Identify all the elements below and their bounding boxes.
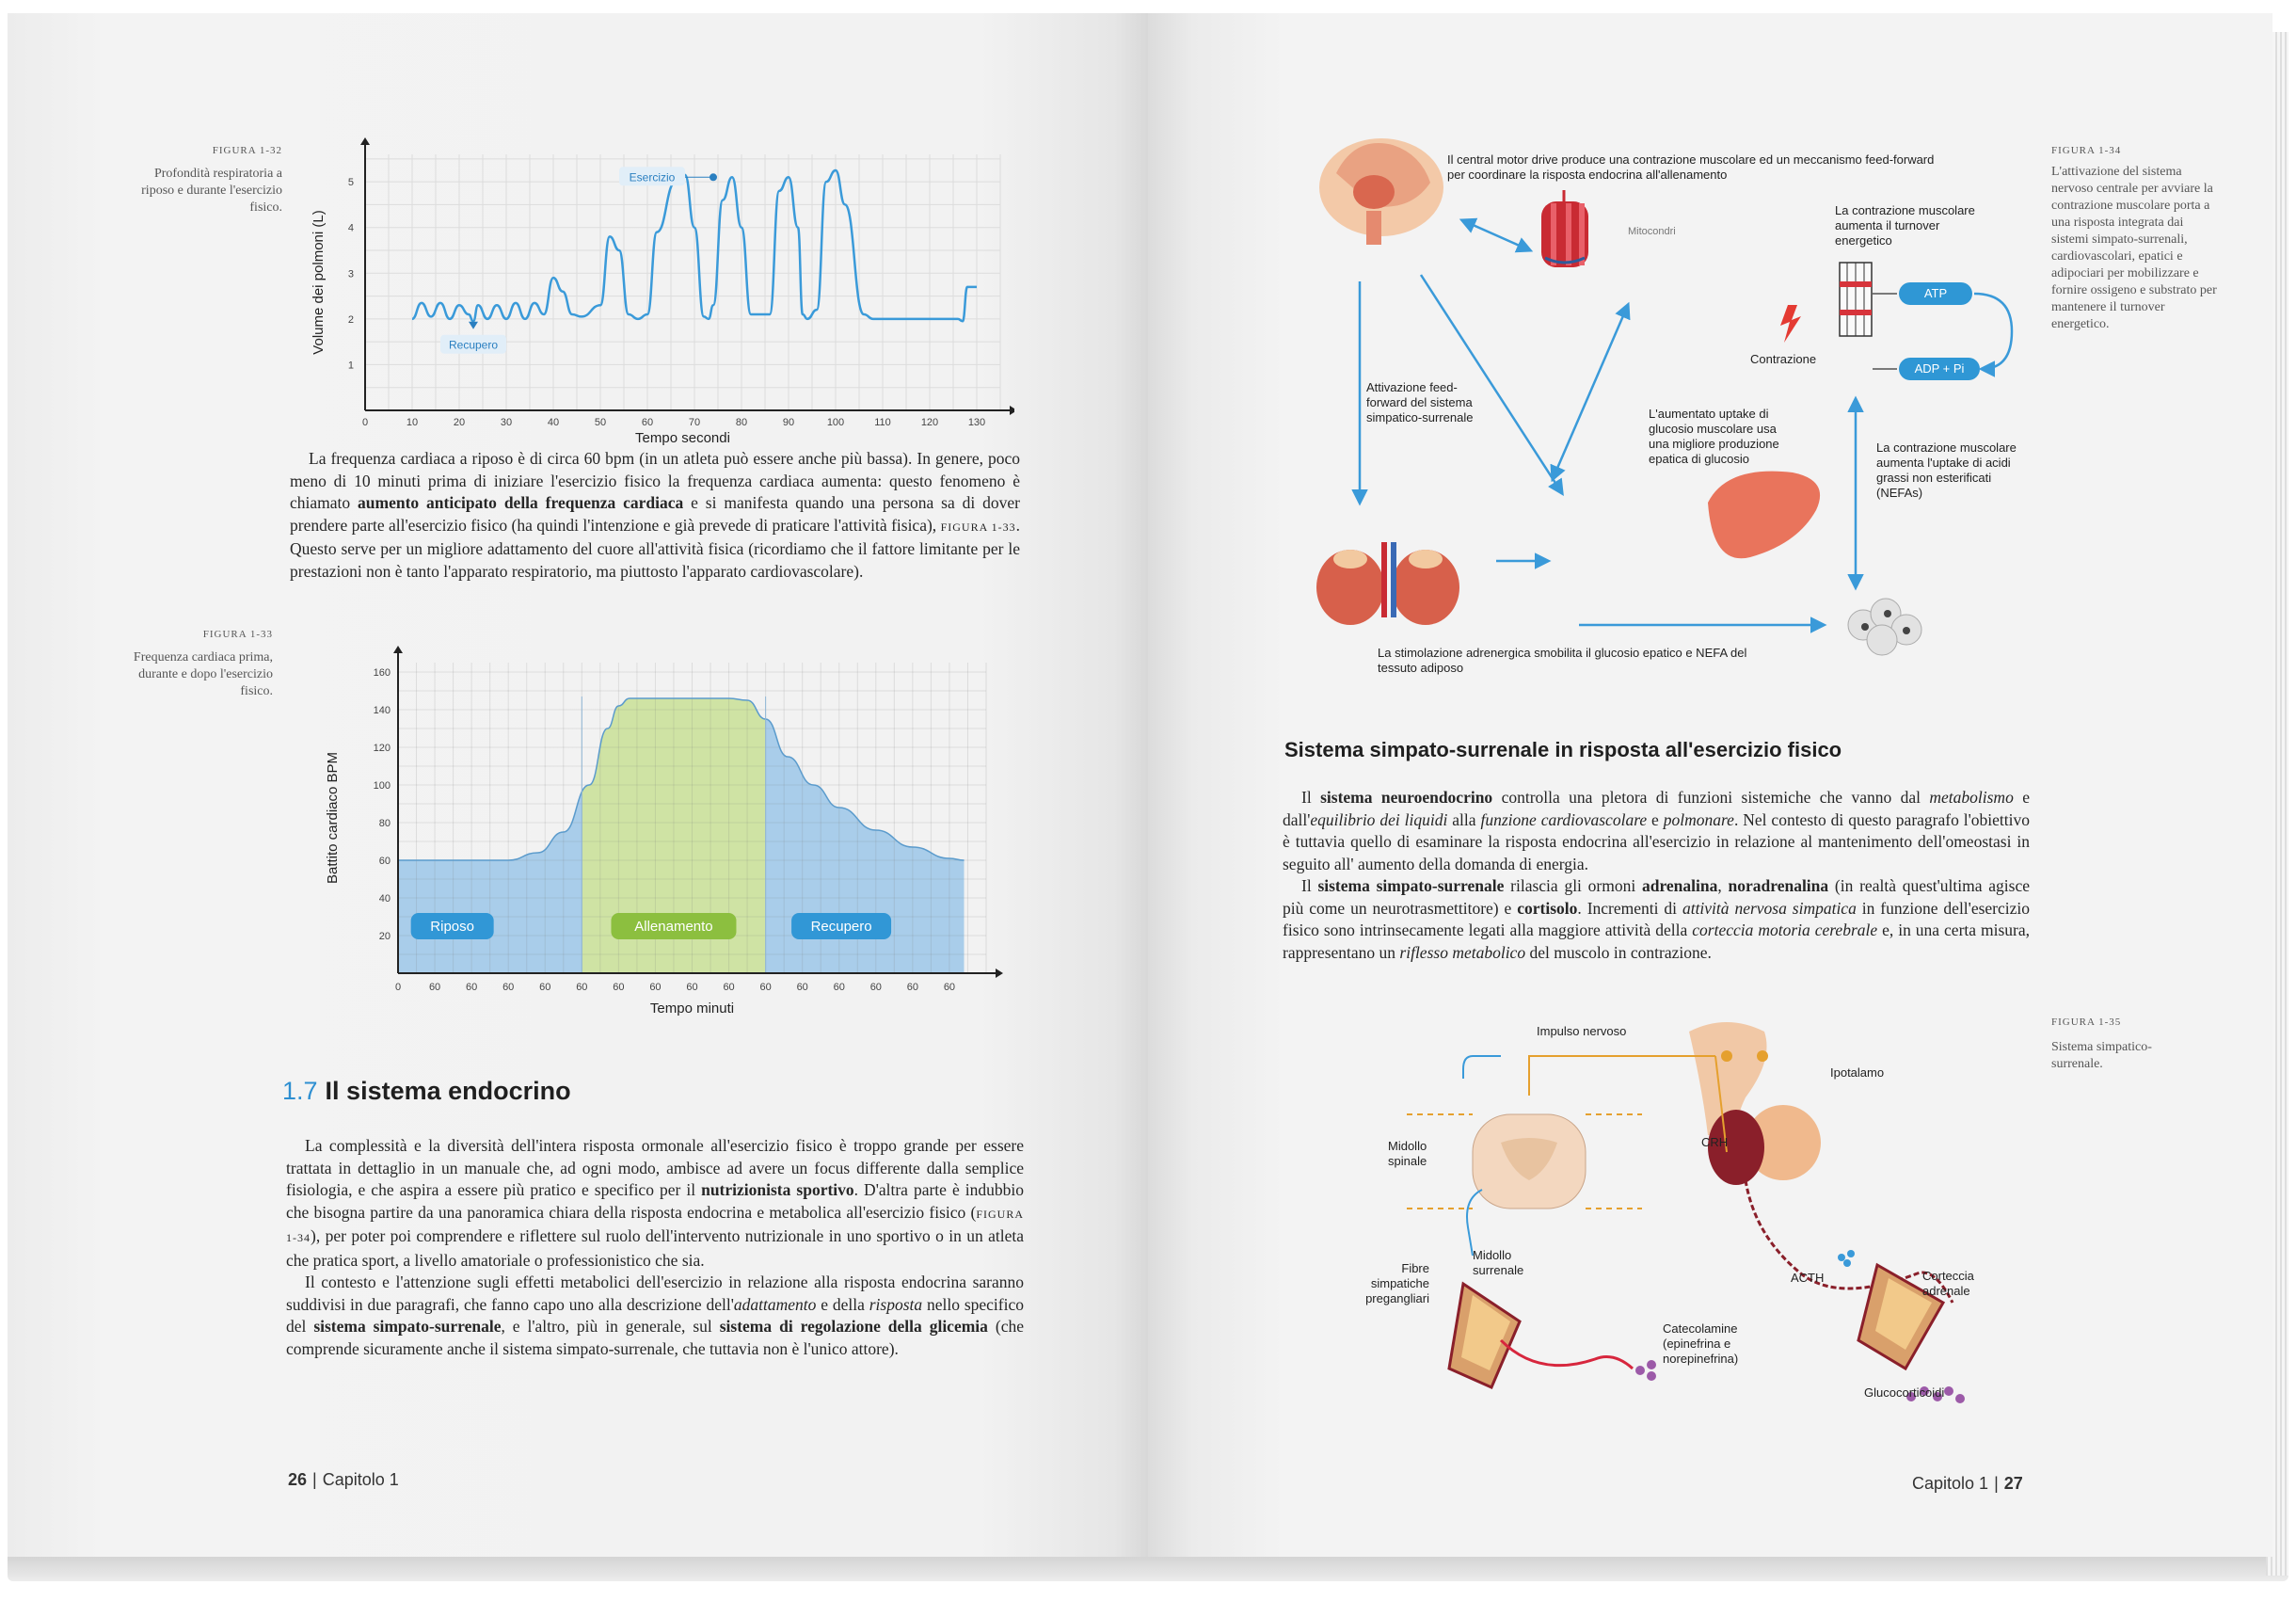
kidneys-icon: [1316, 542, 1459, 625]
y-tick-label: 160: [373, 667, 391, 679]
x-axis-arrow: [996, 969, 1003, 978]
text-span: alla: [1447, 809, 1481, 829]
text-span: . Incrementi di: [1577, 898, 1682, 918]
label-contrazione-muscolare: La contrazione muscolare aumenta il turnover energetico: [1835, 203, 1975, 248]
section-number: 1.7: [282, 1077, 318, 1105]
bold-term: cortisolo: [1517, 898, 1578, 918]
text-span: e si manifesta quando una persona sa di dover prendere parte all'esercizio fisico (ha quindi l'intenzione e già prevede di praticare l'attività fisica),: [290, 493, 1020, 535]
liver-icon: [1708, 472, 1820, 559]
y-tick-label: 100: [373, 780, 391, 792]
label-midollo-spinale: Midollo spinale: [1388, 1139, 1427, 1168]
y-tick-label: 2: [347, 313, 354, 326]
myofibril-icon: [1840, 263, 1872, 336]
annotation-esercizio: Esercizio: [629, 170, 676, 184]
fibre-arrow: [1467, 1190, 1482, 1256]
section-heading: [282, 1077, 571, 1106]
label-feedforward: Attivazione feed-forward del sistema simpatico-surrenale: [1366, 380, 1474, 424]
label-catecolamine: Catecolamine (epinefrina e norepinefrina): [1663, 1321, 1739, 1366]
hypothalamus-icon: [1689, 1022, 1821, 1185]
text-span: e: [1647, 809, 1664, 829]
annotation-marker: [469, 322, 478, 329]
italic-term: equilibrio dei liquidi: [1310, 809, 1448, 829]
y-axis-arrow: [360, 137, 370, 145]
folio-separator: |: [312, 1470, 317, 1489]
x-tick-label: 60: [723, 982, 735, 993]
x-axis-title: Tempo minuti: [649, 1001, 735, 1017]
label-glucocorticoidi: Glucocorticoidi: [1864, 1385, 1945, 1400]
text-span: . D'altra parte è indubbio che bisogna partire da una panoramica chiara della risposta endocrina e metabolica all'esercizio fisico (: [286, 1180, 1024, 1222]
paragraph-heart-rate: [290, 448, 1020, 583]
y-axis-title: Volume dei polmoni (L): [311, 210, 327, 355]
italic-term: polmonare: [1663, 809, 1734, 829]
x-tick-label: 70: [688, 417, 701, 428]
x-tick-label: 50: [594, 417, 607, 428]
y-tick-label: 20: [378, 931, 391, 942]
y-axis-arrow: [393, 646, 403, 653]
text-span: e della: [816, 1294, 869, 1314]
page-folio-left: [288, 1470, 399, 1490]
text-span: e dall': [1283, 788, 2030, 829]
x-tick-label: 0: [361, 417, 369, 428]
label-central-motor-drive: Il central motor drive produce una contrazione muscolare ed un meccanismo feed-forward per coordinare la risposta endocrina all'allenamento: [1447, 152, 1935, 182]
section-title: Il sistema endocrino: [325, 1077, 571, 1105]
figure-number-1-34: FIGURA 1-34: [2051, 145, 2122, 156]
x-tick-label: 120: [920, 417, 939, 428]
book-bottom-edge: [8, 1557, 2288, 1581]
adipose-tissue-icon: [1848, 599, 1921, 655]
x-axis-arrow: [1010, 406, 1014, 415]
italic-term: riflesso metabolico: [1399, 942, 1526, 962]
acth-path: [1746, 1180, 1953, 1303]
figure-caption-1-35: Sistema simpatico-surrenale.: [2051, 1040, 2152, 1071]
figure-number-1-32: FIGURA 1-32: [212, 145, 282, 156]
right-page: [1148, 13, 2272, 1557]
x-tick-label: 10: [406, 417, 419, 428]
catecholamine-dots: [1635, 1360, 1656, 1381]
label-impulso-nervoso: Impulso nervoso: [1537, 1024, 1627, 1038]
x-tick-label: 60: [906, 982, 918, 993]
left-page: [8, 13, 1148, 1557]
italic-term: adattamento: [733, 1294, 817, 1314]
page-number: 27: [2003, 1474, 2023, 1493]
figure-number-1-35: FIGURA 1-35: [2051, 1017, 2122, 1028]
y-tick-label: 80: [378, 818, 391, 829]
diagram-1-34: [1308, 117, 2080, 681]
text-span: del muscolo in contrazione.: [1525, 942, 1712, 962]
label-mitocondri: Mitocondri: [1628, 226, 1676, 237]
text-span: , e l'altro, più in generale, sul: [501, 1317, 720, 1336]
bold-term: sistema simpato-surrenale: [313, 1317, 502, 1336]
heart-rate-chart: [309, 644, 1014, 1030]
label-corteccia: Corteccia adrenale: [1922, 1269, 1974, 1298]
italic-term: risposta: [869, 1294, 923, 1314]
text-span: La complessità e la diversità dell'intera risposta ormonale all'esercizio fisico è troppo grande per essere trattata in dettaglio in un manuale che, ad ogni modo, ambisce ad avere un focus differente dalla semplice fisiologia, e che aspira a essere più pratico e specifico per il: [286, 1136, 1024, 1199]
x-tick-label: 60: [759, 982, 772, 993]
text-span: rilascia gli ormoni: [1504, 876, 1642, 895]
page-folio-right: [1912, 1474, 2023, 1494]
italic-term: corteccia motoria cerebrale: [1692, 921, 1878, 939]
label-contrazione: Contrazione: [1750, 352, 1817, 366]
open-book: [8, 13, 2288, 1587]
neuron-body: [1721, 1050, 1732, 1062]
label-adp: ADP + Pi: [1914, 361, 1965, 376]
breathing-chart: [299, 136, 1014, 446]
label-stimolazione: La stimolazione adrenergica smobilita il glucosio epatico e NEFA del tessuto adiposo: [1378, 646, 1747, 675]
text-span: Il: [1301, 788, 1321, 807]
chapter-label: Capitolo 1: [1912, 1474, 1989, 1493]
y-axis-title: Battito cardiaco BPM: [325, 751, 341, 885]
bold-term: adrenalina: [1641, 876, 1718, 895]
breathing-chart-svg: [299, 136, 1014, 446]
x-tick-label: 60: [539, 982, 551, 993]
y-tick-label: 1: [347, 360, 354, 372]
text-span: (in realtà quest'ultima agisce più come un neurotrasmettitore) e: [1283, 876, 2031, 918]
bold-term: sistema neuroendocrino: [1320, 788, 1493, 807]
text-span: e, in una certa misura, rappresentano un: [1283, 921, 2031, 962]
x-tick-label: 80: [735, 417, 748, 428]
x-tick-label: 100: [826, 417, 845, 428]
impulse-arrow: [1463, 1056, 1501, 1079]
heart-rate-chart-svg: [309, 644, 1014, 1030]
y-tick-label: 40: [378, 893, 391, 905]
text-span: . Nel contesto di questo paragrafo l'obiettivo è tuttavia quello di esaminare la risposta endocrina all'esercizio in relazione al mantenimento dell'omeostasi in seguito all' aumento della domanda di energia.: [1283, 809, 2030, 873]
figure-ref: FIGURA 1-34: [286, 1207, 1024, 1244]
y-tick-label: 4: [347, 222, 354, 234]
figure-caption-1-33: Frequenza cardiaca prima, durante e dopo l'esercizio fisico.: [133, 650, 273, 698]
x-tick-label: 40: [547, 417, 560, 428]
x-tick-label: 60: [613, 982, 625, 993]
label-midollo-surrenale: Midollo surrenale: [1473, 1248, 1524, 1277]
muscle-mitochondria-icon: [1541, 190, 1588, 267]
acth-dots: [1838, 1250, 1855, 1267]
annotation-dot: [710, 173, 717, 181]
label-ipotalamo: Ipotalamo: [1830, 1065, 1885, 1080]
italic-term: attività nervosa simpatica: [1682, 898, 1857, 918]
x-tick-label: 60: [576, 982, 588, 993]
x-tick-label: 60: [649, 982, 662, 993]
x-tick-label: 60: [502, 982, 515, 993]
text-span: in funzione dell'esercizio fisico sono intrinsecamente legati alla maggiore attività della: [1283, 898, 2030, 939]
figure-caption-1-32: Profondità respiratoria a riposo e durante l'esercizio fisico.: [141, 167, 282, 215]
text-span: controlla una pletora di funzioni sistemiche che vanno dal: [1492, 788, 1930, 807]
label-fibre: Fibre simpatiche pregangliari: [1365, 1261, 1429, 1305]
lightning-icon: [1780, 305, 1801, 343]
bold-term: nutrizionista sportivo: [701, 1180, 854, 1199]
x-tick-label: 60: [641, 417, 654, 428]
annotation-recupero: Recupero: [448, 338, 499, 352]
diagram-1-35: [1331, 1001, 2009, 1425]
label-atp: ATP: [1923, 286, 1948, 300]
text-span: La frequenza cardiaca a riposo è di circa 60 bpm (in un atleta può essere anche più bassa). In genere, poco meno di 10 minuti prima di iniziare l'esercizio fisico la frequenza cardiaca aumenta: questo fenomeno è chiamato: [290, 449, 1020, 512]
text-span: . Questo serve per un migliore adattamento del cuore all'attività fisica (ricordiamo che il fattore limitante per le prestazioni non è tanto l'apparato respiratorio, ma piuttosto l'apparato cardiovascolare).: [290, 515, 1021, 581]
x-tick-label: 110: [874, 417, 891, 428]
x-tick-label: 130: [967, 417, 986, 428]
x-tick-label: 60: [869, 982, 882, 993]
figure-caption-1-34: L'attivazione del sistema nervoso centrale per avviare la contrazione muscolare porta a una risposta integrata dai sistemi simpato-surrenali, cardiovascolari, epatici e adipociari per mobilizzare e fornire ossigeno e substrato per mantenere il turnover energetico.: [2051, 165, 2217, 331]
region-label-riposo: Riposo: [430, 919, 475, 935]
x-tick-label: 30: [500, 417, 513, 428]
x-tick-label: 90: [782, 417, 795, 428]
text-span: Il contesto e l'attenzione sugli effetti metabolici dell'esercizio in relazione alla risposta endocrina saranno suddivisi in due paragrafi, che fanno capo uno alla descrizione dell': [286, 1273, 1024, 1314]
section-title-simpato: Sistema simpato-surrenale in risposta all'esercizio fisico: [1284, 738, 1842, 761]
bold-term: aumento anticipato della frequenza cardiaca: [358, 493, 684, 512]
figure-ref: FIGURA 1-33: [940, 520, 1016, 534]
x-tick-label: 60: [796, 982, 808, 993]
y-tick-label: 120: [373, 743, 391, 754]
italic-term: funzione cardiovascolare: [1480, 809, 1648, 829]
label-crh: CRH: [1701, 1135, 1729, 1149]
bold-term: sistema simpato-surrenale: [1317, 876, 1505, 895]
paragraph-endocrine: [286, 1135, 1024, 1360]
y-tick-label: 5: [347, 177, 354, 189]
folio-separator: |: [1994, 1474, 1999, 1493]
page-number: 26: [288, 1470, 308, 1489]
arrow-liver-muscle: [1553, 305, 1628, 479]
nerve-impulse-path: [1529, 1056, 1715, 1096]
x-tick-label: 60: [686, 982, 698, 993]
figure-number-1-33: FIGURA 1-33: [202, 629, 273, 640]
text-span: ), per poter poi comprendere e riflettere sul ruolo dell'intervento nutrizionale in uno sportivo o in un atleta che pratica sport, a livello amatoriale o professionistico che sia.: [286, 1226, 1024, 1270]
chapter-label: Capitolo 1: [322, 1470, 399, 1489]
label-uptake-nefa: La contrazione muscolare aumenta l'uptake di acidi grassi non esterificati (NEFAs): [1876, 440, 2017, 500]
label-uptake-glucosio: L'aumentato uptake di glucosio muscolare usa una migliore produzione epatica di glucosio: [1649, 407, 1779, 466]
bold-term: sistema di regolazione della glicemia: [719, 1317, 988, 1336]
y-tick-label: 140: [373, 705, 391, 716]
arrow-brain-muscle: [1462, 220, 1530, 250]
x-axis-title: Tempo secondi: [635, 430, 730, 446]
x-tick-label: 60: [428, 982, 441, 993]
x-tick-label: 0: [394, 982, 402, 993]
text-span: (che comprende sicuramente anche il sistema simpato-surrenale, che tuttavia non è l'unico attore).: [286, 1317, 1024, 1358]
catecholamine-path: [1501, 1340, 1633, 1369]
label-acth: ACTH: [1791, 1271, 1825, 1285]
neuron-body: [1757, 1050, 1768, 1062]
y-tick-label: 60: [378, 856, 391, 867]
text-span: Il: [1301, 876, 1318, 895]
brain-icon: [1319, 138, 1443, 245]
y-tick-label: 3: [347, 268, 354, 280]
cycle-arrow: [1974, 294, 2012, 369]
adrenal-medulla-icon: [1449, 1284, 1520, 1387]
text-span: nello specifico del: [286, 1294, 1025, 1336]
region-label-recupero: Recupero: [810, 919, 872, 935]
x-tick-label: 60: [466, 982, 478, 993]
region-label-allenamento: Allenamento: [634, 919, 713, 935]
x-tick-label: 60: [943, 982, 956, 993]
paragraph-neuroendocrine: [1283, 787, 2030, 964]
text-span: ,: [1717, 876, 1729, 895]
bold-term: noradrenalina: [1728, 876, 1829, 895]
italic-term: metabolismo: [1929, 788, 2014, 807]
x-tick-label: 20: [453, 417, 466, 428]
x-tick-label: 60: [833, 982, 845, 993]
